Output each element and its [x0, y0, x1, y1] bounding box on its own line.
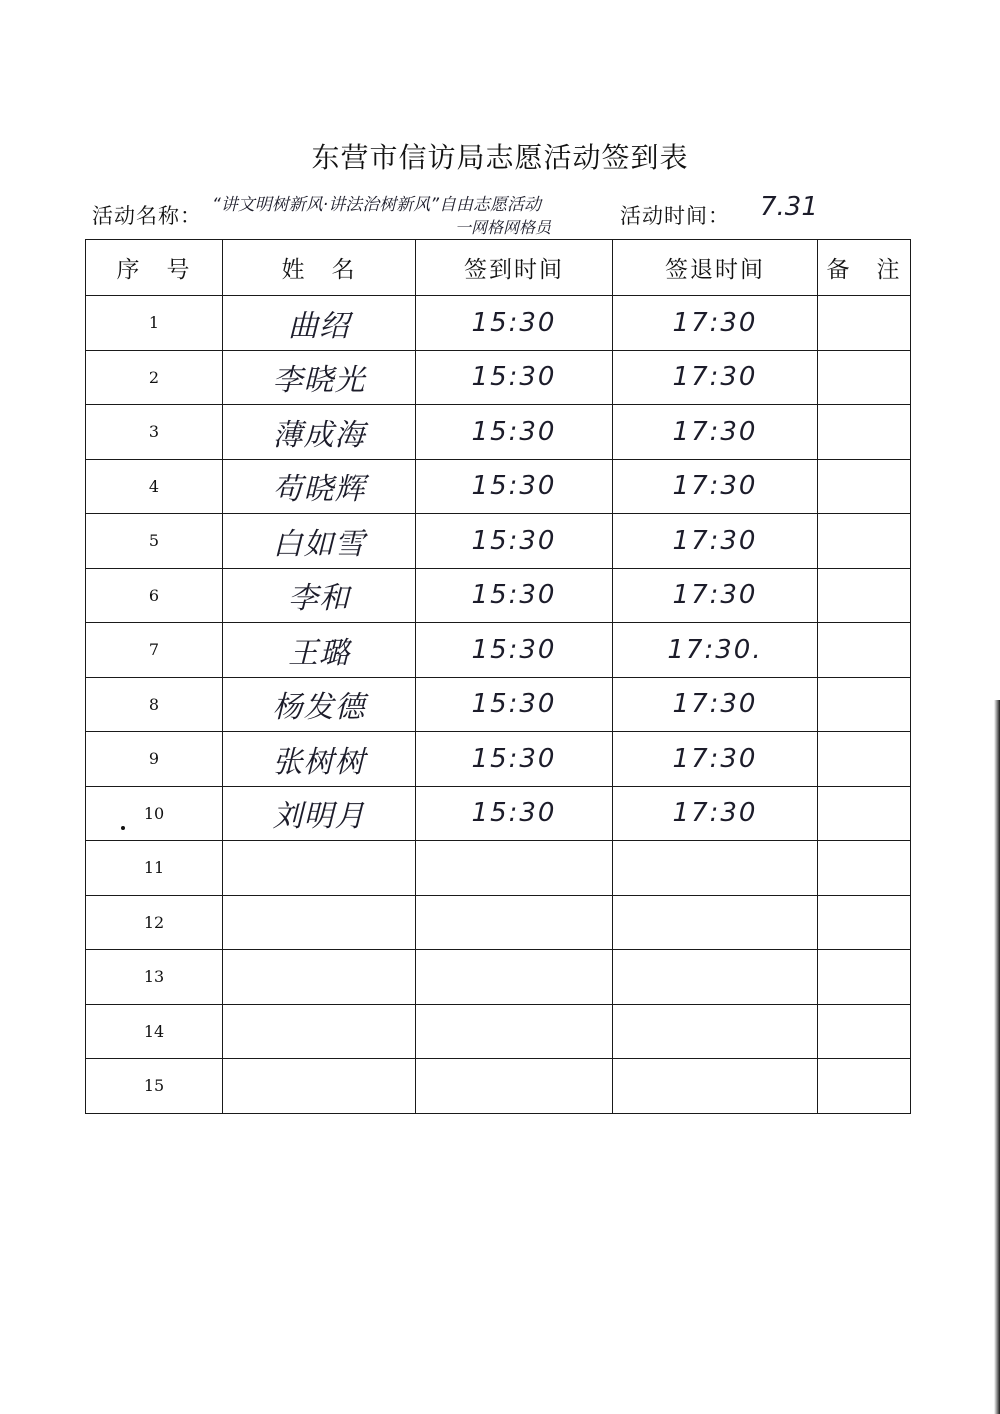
- remarks-cell: [818, 405, 911, 460]
- sign-out-time-cell: 17:30: [613, 568, 818, 623]
- signature-cell: [223, 1059, 416, 1114]
- remarks-cell: [818, 895, 911, 950]
- table-row: [86, 350, 911, 405]
- signature-cell: 白如雪: [223, 514, 416, 569]
- sign-out-time-cell: 17:30.: [613, 623, 818, 678]
- sign-in-time-cell: [416, 895, 613, 950]
- row-index: 14: [86, 1004, 223, 1059]
- remarks-cell: [818, 732, 911, 787]
- sign-out-time-cell: 17:30: [613, 786, 818, 841]
- sign-out-time-cell: [613, 1004, 818, 1059]
- sign-in-time-cell: 15:30: [416, 568, 613, 623]
- row-index: 11: [86, 841, 223, 896]
- header-index: 序 号: [86, 240, 223, 296]
- activity-name-value: “讲文明树新风·讲法治树新风”自由志愿活动: [212, 195, 542, 215]
- table-row: [86, 677, 911, 732]
- sign-in-time-cell: 15:30: [416, 732, 613, 787]
- sign-out-time-cell: 17:30: [613, 296, 818, 351]
- remarks-cell: [818, 950, 911, 1005]
- table-row: [86, 950, 911, 1005]
- remarks-cell: [818, 350, 911, 405]
- remarks-cell: [818, 1004, 911, 1059]
- table-row: [86, 1004, 911, 1059]
- row-index: 8: [86, 677, 223, 732]
- row-index: 13: [86, 950, 223, 1005]
- remarks-cell: [818, 296, 911, 351]
- row-index: 5: [86, 514, 223, 569]
- sheet-title: 东营市信访局志愿活动签到表: [311, 141, 689, 174]
- signature-cell: 薄成海: [223, 405, 416, 460]
- table-row: [86, 459, 911, 514]
- row-index: 6: [86, 568, 223, 623]
- signature-cell: 曲绍: [223, 296, 416, 351]
- sign-in-time-cell: 15:30: [416, 296, 613, 351]
- sign-in-time-cell: [416, 1059, 613, 1114]
- row-index: 15: [86, 1059, 223, 1114]
- signature-cell: [223, 1004, 416, 1059]
- sign-in-table: [85, 239, 911, 1114]
- sign-in-time-cell: 15:30: [416, 623, 613, 678]
- row-index: 3: [86, 405, 223, 460]
- signature-cell: 苟晓辉: [223, 459, 416, 514]
- signature-cell: 张树树: [223, 732, 416, 787]
- signature-cell: [223, 841, 416, 896]
- remarks-cell: [818, 459, 911, 514]
- signature-cell: 王璐: [223, 623, 416, 678]
- sign-in-time-cell: [416, 841, 613, 896]
- remarks-cell: [818, 841, 911, 896]
- remarks-cell: [818, 677, 911, 732]
- row-index: 7: [86, 623, 223, 678]
- sign-in-time-cell: [416, 950, 613, 1005]
- row-index: 2: [86, 350, 223, 405]
- activity-time-label: 活动时间：: [620, 204, 730, 228]
- sign-in-time-cell: 15:30: [416, 677, 613, 732]
- table-row: [86, 895, 911, 950]
- table-row: [86, 405, 911, 460]
- remarks-cell: [818, 786, 911, 841]
- sign-out-time-cell: [613, 950, 818, 1005]
- remarks-cell: [818, 623, 911, 678]
- remarks-cell: [818, 568, 911, 623]
- sign-in-time-cell: [416, 1004, 613, 1059]
- sign-out-time-cell: [613, 841, 818, 896]
- signature-cell: 李和: [223, 568, 416, 623]
- sign-out-time-cell: 17:30: [613, 514, 818, 569]
- sign-in-time-cell: 15:30: [416, 786, 613, 841]
- sign-out-time-cell: 17:30: [613, 459, 818, 514]
- row-index: 10: [86, 786, 223, 841]
- signature-cell: 杨发德: [223, 677, 416, 732]
- table-row: [86, 296, 911, 351]
- sign-in-time-cell: 15:30: [416, 459, 613, 514]
- sign-out-time-cell: 17:30: [613, 405, 818, 460]
- remarks-cell: [818, 1059, 911, 1114]
- sign-in-time-cell: 15:30: [416, 514, 613, 569]
- table-row: [86, 514, 911, 569]
- row-index: 12: [86, 895, 223, 950]
- scan-edge-shadow: [994, 700, 1000, 1414]
- row-index: 1: [86, 296, 223, 351]
- table-row: [86, 732, 911, 787]
- table-row: [86, 568, 911, 623]
- header-sign-out-time: 签退时间: [613, 240, 818, 296]
- sign-out-time-cell: 17:30: [613, 732, 818, 787]
- activity-name-value-line2: 一网格网格员: [455, 218, 552, 237]
- sign-out-time-cell: [613, 895, 818, 950]
- header-sign-in-time: 签到时间: [416, 240, 613, 296]
- row-index: 9: [86, 732, 223, 787]
- header-name: 姓 名: [223, 240, 416, 296]
- sign-out-time-cell: 17:30: [613, 350, 818, 405]
- sign-out-time-cell: 17:30: [613, 677, 818, 732]
- signature-cell: 刘明月: [223, 786, 416, 841]
- table-row: [86, 623, 911, 678]
- remarks-cell: [818, 514, 911, 569]
- activity-name-label: 活动名称：: [92, 204, 202, 228]
- table-row: [86, 841, 911, 896]
- sign-in-time-cell: 15:30: [416, 350, 613, 405]
- activity-time-value: 7.31: [760, 192, 818, 222]
- sign-out-time-cell: [613, 1059, 818, 1114]
- table-header-row: [86, 240, 911, 296]
- table-row: [86, 1059, 911, 1114]
- signature-cell: [223, 895, 416, 950]
- sign-in-time-cell: 15:30: [416, 405, 613, 460]
- table-row: [86, 786, 911, 841]
- signature-cell: 李晓光: [223, 350, 416, 405]
- signature-cell: [223, 950, 416, 1005]
- header-remarks: 备 注: [818, 240, 911, 296]
- row-index: 4: [86, 459, 223, 514]
